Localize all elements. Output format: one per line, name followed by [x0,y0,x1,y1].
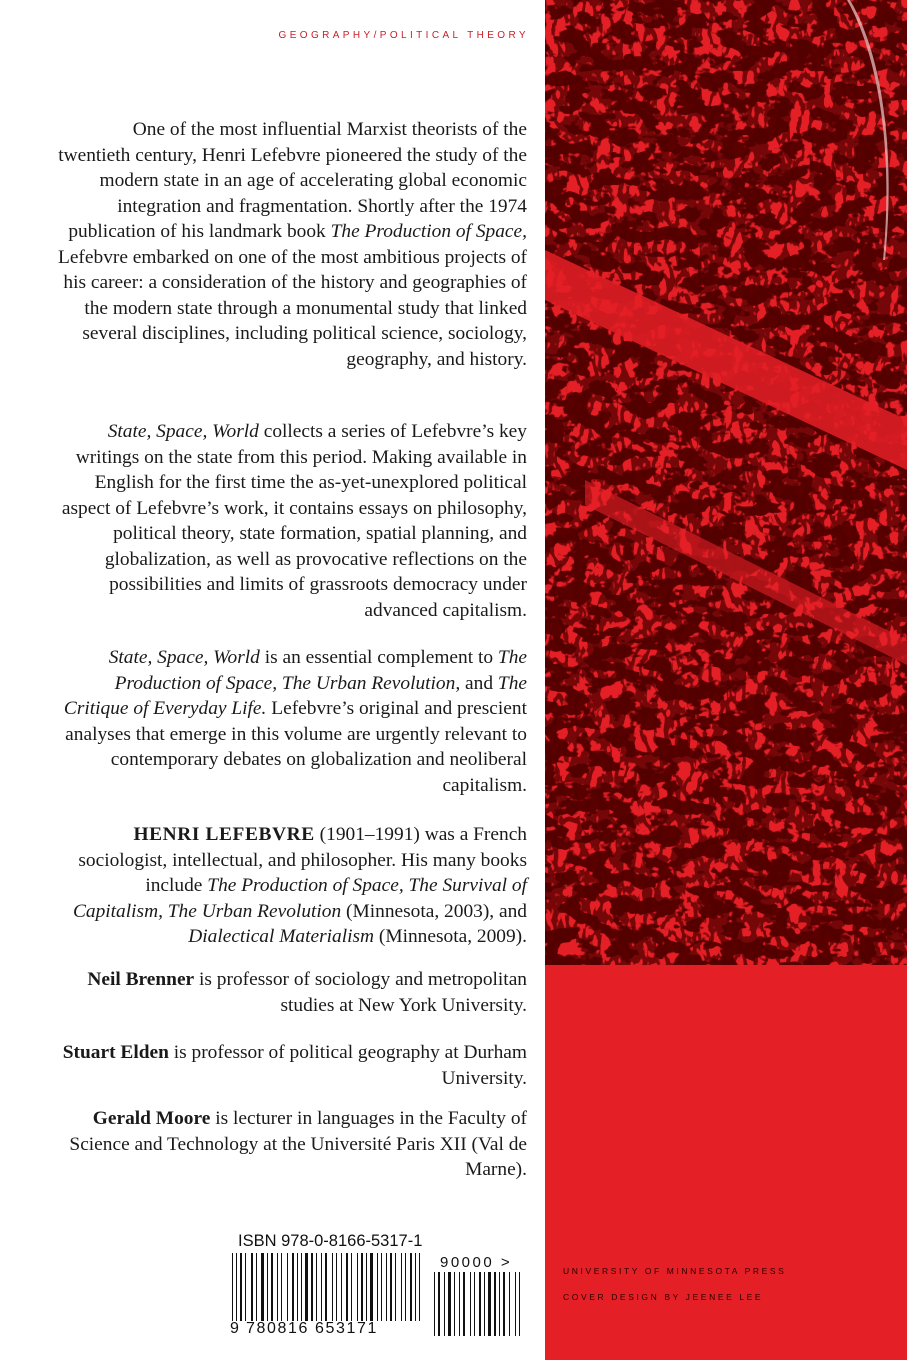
barcode-bar [476,1272,478,1336]
barcode-bar [314,1253,315,1321]
barcode-bar [338,1253,340,1321]
book-title: State, Space, World [108,647,260,668]
barcode-bar [413,1253,414,1321]
contributor-bio: Gerald Moore is lecturer in languages in the Faculty of Science and Technology at the Université Paris XII (Val de Marne). [69,1108,527,1180]
barcode-bar [417,1253,418,1321]
barcode-bar [274,1253,276,1321]
barcode-bar [261,1253,264,1321]
barcode-bar [484,1272,485,1336]
barcode-bar [359,1253,360,1321]
barcode-bar [461,1272,462,1336]
barcode-bar [323,1253,324,1321]
barcode-bar [377,1253,378,1321]
barcode-bar [234,1253,235,1321]
publisher-name: UNIVERSITY OF MINNESOTA PRESS [563,1266,787,1276]
barcode-bar [353,1253,356,1321]
barcode-bar [305,1253,308,1321]
barcode-bar [383,1253,385,1321]
barcode-bar [364,1253,365,1321]
barcode-bar [448,1272,451,1336]
barcode-bar [403,1253,404,1321]
blurb-paragraph-3: State, Space, World is an essential complement to The Production of Space, The Urban Revolution, and The Critique of Everyday Life. Lefebvre’s original and prescient analyses that emerge in this volume are urgently relevant to contemporary debates on globalization and neoliberal capitalism. [63,647,527,796]
barcode-bar [303,1253,304,1321]
barcode-bar [240,1253,242,1321]
cover-design-credit: COVER DESIGN BY JEENEE LEE [563,1292,764,1302]
barcode-bar [393,1253,394,1321]
barcode-bar [343,1253,345,1321]
contributor-bio: Neil Brenner is professor of sociology and metropolitan studies at New York University. [87,969,527,1016]
barcode-bar [479,1272,481,1336]
barcode-lead-digit: 9 [230,1320,239,1337]
barcode-bar [519,1272,520,1336]
barcode-bar [325,1253,327,1321]
barcode-bar [517,1272,518,1336]
barcode-bar [472,1272,473,1336]
barcode-bar [243,1253,244,1321]
barcode-bar [277,1253,278,1321]
barcode-bar [289,1253,291,1321]
author-name: HENRI LEFEBVRE [133,824,315,845]
barcode-bar [238,1253,239,1321]
contributor-name: Stuart Elden [62,1042,169,1063]
barcode-bar [441,1272,443,1336]
barcode-bar [463,1272,465,1336]
barcode-bar [390,1253,392,1321]
barcode-digits: 780816 653171 [246,1320,379,1337]
barcode-bar [374,1253,376,1321]
barcode-bar [511,1272,514,1336]
barcode-bar [368,1253,369,1321]
abstract-texture-image [545,0,907,965]
isbn-barcode [232,1253,432,1321]
barcode-bar [405,1253,406,1321]
red-cover-panel [545,0,907,1360]
barcode-bar [494,1272,496,1336]
barcode-bar [269,1253,270,1321]
barcode-bar [279,1253,280,1321]
barcode-bar [328,1253,331,1321]
barcode-bar [401,1253,402,1321]
barcode-bar [415,1253,416,1321]
barcode-bar [245,1253,246,1321]
barcode-bar [438,1272,440,1336]
price-addon-barcode [434,1272,526,1336]
book-title: The Production of Space, [330,221,527,242]
barcode-bar [466,1272,469,1336]
barcode-bar [474,1272,475,1336]
barcode-bar [381,1253,382,1321]
barcode-bar [419,1253,420,1321]
barcode-bar [454,1272,455,1336]
barcode-bar [434,1272,435,1336]
barcode-bar [292,1253,294,1321]
barcode-bar [470,1272,471,1336]
barcode-bar [341,1253,342,1321]
barcode-bar [336,1253,337,1321]
barcode-bar [456,1272,458,1336]
barcode-bar [267,1253,268,1321]
barcode-bar [452,1272,453,1336]
barcode-bar [515,1272,516,1336]
blurb-paragraph-1: One of the most influential Marxist theorists of the twentieth century, Henri Lefebvre pioneered the study of the modern state in an age of accelerating global economic integration and fragmentation. Shortly after the 1974 publication of his landmark book The Production of Space, Lefebvre embarked on one of the most ambitious projects of his career: a consideration of the history and geographies of the modern state through a monumental study that linked several disciplines, including political science, sociology, geography, and history. [57,119,527,370]
barcode-bar [251,1253,253,1321]
barcode-bar [254,1253,255,1321]
barcode-bar [332,1253,333,1321]
book-title: State, Space, World [107,421,259,442]
barcode-bar [492,1272,493,1336]
category-label: GEOGRAPHY/POLITICAL THEORY [278,30,529,41]
barcode-bar [486,1272,487,1336]
barcode-bar [265,1253,266,1321]
barcode-bar [346,1253,348,1321]
barcode-bar [361,1253,363,1321]
barcode-bar [334,1253,335,1321]
barcode-bar [281,1253,282,1321]
barcode-bar [351,1253,352,1321]
barcode-bar [509,1272,510,1336]
barcode-bar [318,1253,320,1321]
barcode-bar [349,1253,350,1321]
barcode-bar [321,1253,322,1321]
barcode-bar [407,1253,409,1321]
barcode-bar [247,1253,250,1321]
barcode-bar [357,1253,358,1321]
barcode-bar [482,1272,483,1336]
barcode-bar [436,1272,437,1336]
barcode-bar [297,1253,298,1321]
barcode-bar [287,1253,288,1321]
contributor-bio: Stuart Elden is professor of political geography at Durham University. [62,1042,527,1089]
barcode-bar [488,1272,491,1336]
barcode-bar [395,1253,396,1321]
price-addon-digits: 90000 > [440,1254,513,1271]
barcode-bar [295,1253,296,1321]
barcode-bar [459,1272,460,1336]
barcode-bar [370,1253,373,1321]
barcode-bar [309,1253,310,1321]
isbn-label: ISBN 978-0-8166-5317-1 [238,1232,423,1250]
barcode-bar [388,1253,389,1321]
author-bio: HENRI LEFEBVRE (1901–1991) was a French sociologist, intellectual, and philosopher. His many books include The Production of Space, The Survival of Capitalism, The Urban Revolution (Minnesota, 2003), and Dialectical Materialism (Minnesota, 2009). [72,824,527,947]
contributor-name: Neil Brenner [87,969,195,990]
barcode-bar [501,1272,502,1336]
barcode-bar [397,1253,400,1321]
barcode-bar [506,1272,508,1336]
barcode-bar [236,1253,237,1321]
barcode-bar [299,1253,300,1321]
barcode-bar [497,1272,498,1336]
barcode-bar [366,1253,367,1321]
barcode-bar [521,1272,523,1336]
barcode-bar [301,1253,302,1321]
barcode-bar [271,1253,273,1321]
barcode-bar [316,1253,317,1321]
contributor-name: Gerald Moore [92,1108,211,1129]
barcode-bar [444,1272,445,1336]
barcode-bar [410,1253,412,1321]
barcode-bar [386,1253,387,1321]
barcode-bar [232,1253,233,1321]
barcode-bar [499,1272,500,1336]
blurb-paragraph-2: State, Space, World collects a series of Lefebvre’s key writings on the state from this period. Making available in English for the first time the as-yet-unexplored political aspect of Lefebvre’s work, it contains essays on philosophy, political theory, state formation, spatial planning, and globalization, as well as provocative reflections on the possibilities and limits of grassroots democracy under advanced capitalism. [61,421,527,621]
barcode-bar [379,1253,380,1321]
barcode-bar [283,1253,286,1321]
barcode-bar [503,1272,505,1336]
barcode-bar [258,1253,260,1321]
barcode-bar [256,1253,257,1321]
barcode-bar [311,1253,313,1321]
barcode-bar [446,1272,447,1336]
